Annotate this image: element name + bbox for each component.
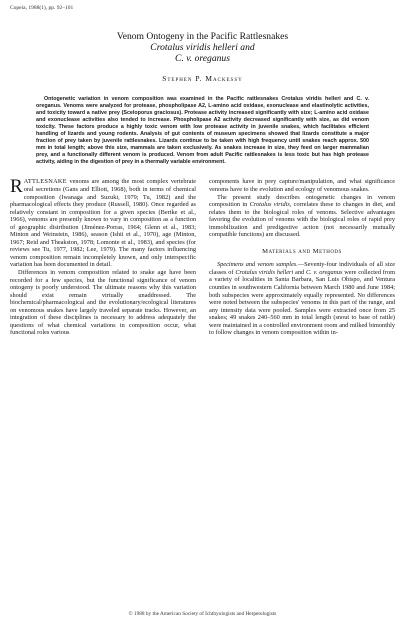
abstract: Ontogenetic variation in venom composition was examined in the Pacific rattlesnakes Crotalus viridis helleri and C. v. oreganus. Venoms were analyzed for protease, phospholipase A2, L-amino acid oxidase, exonuclease and elastinolytic activities, and toxicity toward a native prey (Sceloporus graciosus). Protease activity increased significantly with size; L-amino acid oxidase and exonuclease activities also tended to increase. Phospholipase A2 activity decreased significantly with size, as did venom toxicity. These factors produce a highly toxic venom with low protease activity in juvenile snakes, which facilitates efficient handling of lizards and young rodents. Analysis of gut contents of museum specimens showed that lizards constitute a major fraction of prey taken by juvenile rattlesnakes. Lizards continue to be taken with high frequency until snakes reach approx. 500 mm in total length; above this size, mammals are taken exclusively. As snakes increase in size, they feed on larger mammalian prey, and a functionally different venom is produced. Venom from adult Pacific rattlesnakes is less toxic but has high protease activity, aiding in the digestion of prey in a thermally variable environment. (36, 96, 369, 166)
body-columns (10, 178, 395, 336)
running-head: Copeia, 1988(1), pp. 92–101 (10, 5, 74, 11)
species-name-oreganus: C. v. oreganus (305, 268, 343, 276)
section-heading: Materials and Methods (262, 247, 342, 255)
run-in-heading: Specimens and venom samples. (217, 261, 298, 269)
species-name-helleri: Crotalus viridis helleri (235, 268, 294, 276)
intro-text-1: venoms are among the most complex vertebrate oral secretions (Gans and Elliott, 1968), both in terms of chemical composition (Iwanaga and Suzuki, 1979; Tu, 1982) and the pharmacological effects they produce (Russell, 1980). Once regarded as relatively constant in composition for a given species (Bertke et al., 1966), venoms are presently known to vary in composition as a function of geographic distribution (Jiménez-Porras, 1964; Glenn et al., 1983; Minton and Weinstein, 1986), season (Ishii et al., 1970), age (Minton, 1967; Reid and Theakston, 1978; Lomonte et al., 1983), and species (for reviews see Tu, 1977, 1982; Lee, 1979). The many factors influencing venom composition remain incompletely known, and only interspecific variation has been documented in detail. (10, 178, 196, 269)
lead-word: ATTLESNAKE (23, 178, 67, 186)
right-column (209, 178, 395, 336)
copyright-footer: © 1988 by the American Society of Ichthyologists and Herpetologists (128, 611, 277, 617)
methods-text-b: and (293, 268, 306, 276)
title-line-1: Venom Ontogeny in the Pacific Rattlesnakes (116, 31, 289, 42)
author-name: Stephen P. Mackessy (162, 74, 243, 83)
intro-text-4a: The present study describes ontogenetic changes in venom composition in (209, 193, 395, 209)
methods-text-c: were collected from a variety of localities in Santa Barbara, San Luis Obispo, and Ventura counties in southwestern California between March 1980 and June 1984; both subspecies were approximately equally represented. No differences were noted between the subspecies' venoms in this part of the range, and any intensity data were pooled. Samples were extracted once from 25 snakes; 49 snakes 240–560 mm in total length (snout to base of rattle) were maintained in a controlled environment room and milked bimonthly to follow changes in venom composition within in- (209, 268, 395, 337)
intro-paragraph-2: Differences in venom composition related to snake age have been recorded for a few species, but the functional significance of venom ontogeny is poorly understood. The ultimate reasons why this variation should exist remain virtually unaddressed. The biochemical/pharmacological and the evolutionary/ecological literatures on venomous snakes have largely traveled separate tracks. However, an integration of these disciplines is necessary to address adequately the questions of what chemical variations in composition occur, what functional roles various (10, 269, 196, 337)
title-line-2: Crotalus viridis helleri and (150, 42, 255, 53)
intro-paragraph-4 (209, 194, 395, 239)
drop-cap: R (10, 176, 23, 198)
left-column (10, 178, 196, 336)
methods-text-a: —Seventy-four individuals of all size classes of (209, 261, 395, 276)
title-line-3: C. v. oreganus (175, 53, 230, 64)
intro-text-4b: , correlates these to changes in diet, and relates them to the biological roles of venoms. Selective advantages favoring the evolution of venoms with the biological roles of rapid prey immobilization and predigestive action (not necessarily mutually compatible functions) are discussed. (209, 201, 395, 239)
article-title (10, 31, 395, 64)
intro-paragraph-1 (10, 178, 196, 269)
intro-paragraph-3: components have in prey capture/manipulation, and what significance venoms have to the evolution and ecology of venomous snakes. (209, 178, 395, 194)
species-name: Crotalus viridis (249, 201, 290, 209)
methods-paragraph (209, 261, 395, 336)
